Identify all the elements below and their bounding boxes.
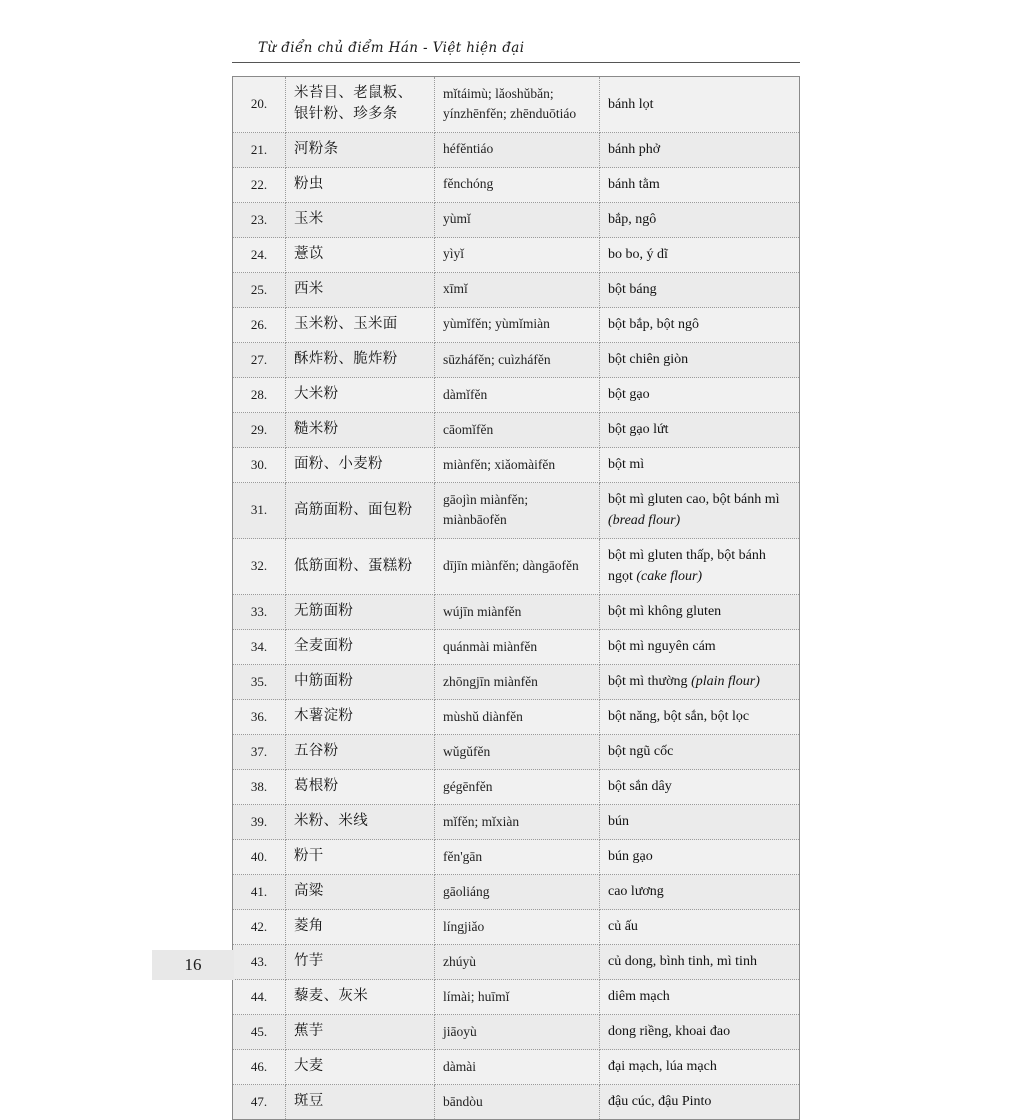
vietnamese-meaning-text: bột bắp, bột ngô [608,317,699,333]
table-row [233,770,800,805]
vietnamese-meaning-text: bánh tằm [608,177,660,193]
table-row [233,343,800,378]
chinese-term: 斑豆 [286,1085,435,1120]
row-number: 25. [233,273,286,308]
table-row [233,378,800,413]
vietnamese-meaning [600,308,800,343]
chinese-term: 大米粉 [286,378,435,413]
vietnamese-meaning [600,770,800,805]
vietnamese-meaning [600,483,800,539]
row-number: 32. [233,539,286,595]
table-row [233,308,800,343]
page-header [232,40,800,63]
vietnamese-meaning-text: bột mì gluten thấp, bột bánh ngọt [608,548,766,585]
vietnamese-meaning-text: bột gạo [608,387,650,403]
chinese-term: 薏苡 [286,238,435,273]
vietnamese-meaning [600,805,800,840]
vietnamese-meaning-text: bột mì không gluten [608,604,722,620]
chinese-term: 高筋面粉、面包粉 [286,483,435,539]
chinese-term: 酥炸粉、脆炸粉 [286,343,435,378]
row-number: 26. [233,308,286,343]
table-row [233,700,800,735]
vietnamese-meaning-text: diêm mạch [608,989,670,1005]
vietnamese-meaning [600,378,800,413]
pinyin-reading: cāomǐfěn [435,413,600,448]
vietnamese-meaning [600,595,800,630]
table-row [233,1085,800,1120]
chinese-term: 木薯淀粉 [286,700,435,735]
chinese-term: 西米 [286,273,435,308]
table-row [233,735,800,770]
table-row [233,448,800,483]
vietnamese-meaning [600,273,800,308]
row-number: 46. [233,1050,286,1085]
vietnamese-meaning [600,448,800,483]
vietnamese-meaning-text: bột sắn dây [608,779,672,795]
vietnamese-meaning [600,168,800,203]
pinyin-reading: fěn'gān [435,840,600,875]
vietnamese-meaning-note: (cake flour) [636,569,703,585]
table-row [233,238,800,273]
row-number: 30. [233,448,286,483]
pinyin-reading: gégēnfěn [435,770,600,805]
row-number: 29. [233,413,286,448]
vietnamese-meaning-text: đậu cúc, đậu Pinto [608,1094,712,1110]
vietnamese-meaning-text: bột gạo lứt [608,422,669,438]
vietnamese-meaning-text: đại mạch, lúa mạch [608,1059,717,1075]
chinese-term: 面粉、小麦粉 [286,448,435,483]
vietnamese-meaning-text: bột năng, bột sắn, bột lọc [608,709,750,725]
pinyin-reading: língjiǎo [435,910,600,945]
table-row [233,595,800,630]
pinyin-reading: zhōngjīn miànfěn [435,665,600,700]
table-row [233,840,800,875]
vietnamese-meaning-text: bột báng [608,282,657,298]
table-row [233,805,800,840]
table-row [233,539,800,595]
row-number: 21. [233,133,286,168]
vocabulary-table-container [232,76,800,1120]
vietnamese-meaning [600,413,800,448]
table-row [233,133,800,168]
pinyin-reading: mǐtáimù; lǎoshǔbǎn; yínzhēnfěn; zhēnduōtiáo [435,77,600,133]
table-row [233,875,800,910]
vietnamese-meaning [600,343,800,378]
vietnamese-meaning [600,910,800,945]
table-row [233,413,800,448]
chinese-term: 全麦面粉 [286,630,435,665]
row-number: 27. [233,343,286,378]
page-number: 16 [152,950,234,980]
chinese-term: 玉米 [286,203,435,238]
vietnamese-meaning [600,539,800,595]
vietnamese-meaning [600,203,800,238]
table-row [233,910,800,945]
row-number: 42. [233,910,286,945]
table-row [233,945,800,980]
chinese-term: 米粉、米线 [286,805,435,840]
pinyin-reading: fěnchóng [435,168,600,203]
chinese-term: 粉干 [286,840,435,875]
vietnamese-meaning-text: bột mì gluten cao, bột bánh mì [608,492,780,508]
vietnamese-meaning-text: bột mì nguyên cám [608,639,716,655]
chinese-term: 蕉芋 [286,1015,435,1050]
vietnamese-meaning-text: bo bo, ý dĩ [608,247,668,263]
pinyin-reading: gāojìn miànfěn; miànbāofěn [435,483,600,539]
vietnamese-meaning [600,700,800,735]
row-number: 38. [233,770,286,805]
pinyin-reading: wǔgǔfěn [435,735,600,770]
pinyin-reading: quánmài miànfěn [435,630,600,665]
table-row [233,168,800,203]
vietnamese-meaning-text: bánh lọt [608,96,654,112]
vietnamese-meaning [600,735,800,770]
table-row [233,1015,800,1050]
pinyin-reading: zhúyù [435,945,600,980]
table-row [233,630,800,665]
row-number: 43. [233,945,286,980]
row-number: 31. [233,483,286,539]
chinese-term: 藜麦、灰米 [286,980,435,1015]
chinese-term: 中筋面粉 [286,665,435,700]
book-title: Từ điển chủ điểm Hán - Việt hiện đại [258,40,525,56]
row-number: 33. [233,595,286,630]
pinyin-reading: miànfěn; xiǎomàifěn [435,448,600,483]
row-number: 36. [233,700,286,735]
vietnamese-meaning [600,1085,800,1120]
chinese-term: 高粱 [286,875,435,910]
table-row [233,77,800,133]
row-number: 28. [233,378,286,413]
pinyin-reading: dàmǐfěn [435,378,600,413]
vietnamese-meaning-note: (bread flour) [608,513,681,529]
row-number: 45. [233,1015,286,1050]
vietnamese-meaning-text: bắp, ngô [608,212,657,228]
vietnamese-meaning-text: bún [608,814,629,830]
table-row [233,203,800,238]
pinyin-reading: yùmǐ [435,203,600,238]
row-number: 37. [233,735,286,770]
vietnamese-meaning [600,1015,800,1050]
vietnamese-meaning [600,1050,800,1085]
vietnamese-meaning-text: bột mì thường [608,674,692,690]
pinyin-reading: yìyǐ [435,238,600,273]
vietnamese-meaning-text: bánh phở [608,142,661,158]
vietnamese-meaning [600,238,800,273]
pinyin-reading: xīmǐ [435,273,600,308]
vietnamese-meaning-text: củ ấu [608,919,638,935]
row-number: 40. [233,840,286,875]
chinese-term: 五谷粉 [286,735,435,770]
vocabulary-table-body [233,77,800,1120]
row-number: 35. [233,665,286,700]
vietnamese-meaning-text: củ dong, bình tinh, mì tinh [608,954,757,970]
vietnamese-meaning [600,980,800,1015]
vocabulary-table [232,76,800,1120]
chinese-term: 米苔目、老鼠粄、银针粉、珍多条 [286,77,435,133]
table-row [233,1050,800,1085]
row-number: 41. [233,875,286,910]
chinese-term: 葛根粉 [286,770,435,805]
pinyin-reading: jiāoyù [435,1015,600,1050]
vietnamese-meaning-text: bột mì [608,457,645,473]
row-number: 44. [233,980,286,1015]
row-number: 23. [233,203,286,238]
vietnamese-meaning-text: bột ngũ cốc [608,744,674,760]
vietnamese-meaning [600,840,800,875]
chinese-term: 河粉条 [286,133,435,168]
row-number: 34. [233,630,286,665]
pinyin-reading: héfěntiáo [435,133,600,168]
vietnamese-meaning-text: bột chiên giòn [608,352,689,368]
chinese-term: 玉米粉、玉米面 [286,308,435,343]
vietnamese-meaning-text: dong riềng, khoai đao [608,1024,731,1040]
pinyin-reading: bāndòu [435,1085,600,1120]
pinyin-reading: dàmài [435,1050,600,1085]
vietnamese-meaning [600,77,800,133]
chinese-term: 糙米粉 [286,413,435,448]
row-number: 24. [233,238,286,273]
table-row [233,980,800,1015]
row-number: 22. [233,168,286,203]
chinese-term: 粉虫 [286,168,435,203]
chinese-term: 无筋面粉 [286,595,435,630]
vietnamese-meaning [600,630,800,665]
vietnamese-meaning [600,875,800,910]
table-row [233,483,800,539]
vietnamese-meaning [600,665,800,700]
vietnamese-meaning-text: bún gạo [608,849,653,865]
chinese-term: 低筋面粉、蛋糕粉 [286,539,435,595]
pinyin-reading: dījīn miànfěn; dàngāofěn [435,539,600,595]
chinese-term: 菱角 [286,910,435,945]
row-number: 39. [233,805,286,840]
table-row [233,665,800,700]
vietnamese-meaning [600,133,800,168]
vietnamese-meaning-note: (plain flour) [691,674,760,690]
pinyin-reading: yùmǐfěn; yùmǐmiàn [435,308,600,343]
row-number: 20. [233,77,286,133]
table-row [233,273,800,308]
pinyin-reading: gāoliáng [435,875,600,910]
pinyin-reading: límài; huīmǐ [435,980,600,1015]
vietnamese-meaning-text: cao lương [608,884,664,900]
chinese-term: 竹芋 [286,945,435,980]
vietnamese-meaning [600,945,800,980]
pinyin-reading: wújīn miànfěn [435,595,600,630]
pinyin-reading: mǐfěn; mǐxiàn [435,805,600,840]
pinyin-reading: mùshǔ diànfěn [435,700,600,735]
chinese-term: 大麦 [286,1050,435,1085]
pinyin-reading: sūzháfěn; cuìzháfěn [435,343,600,378]
row-number: 47. [233,1085,286,1120]
